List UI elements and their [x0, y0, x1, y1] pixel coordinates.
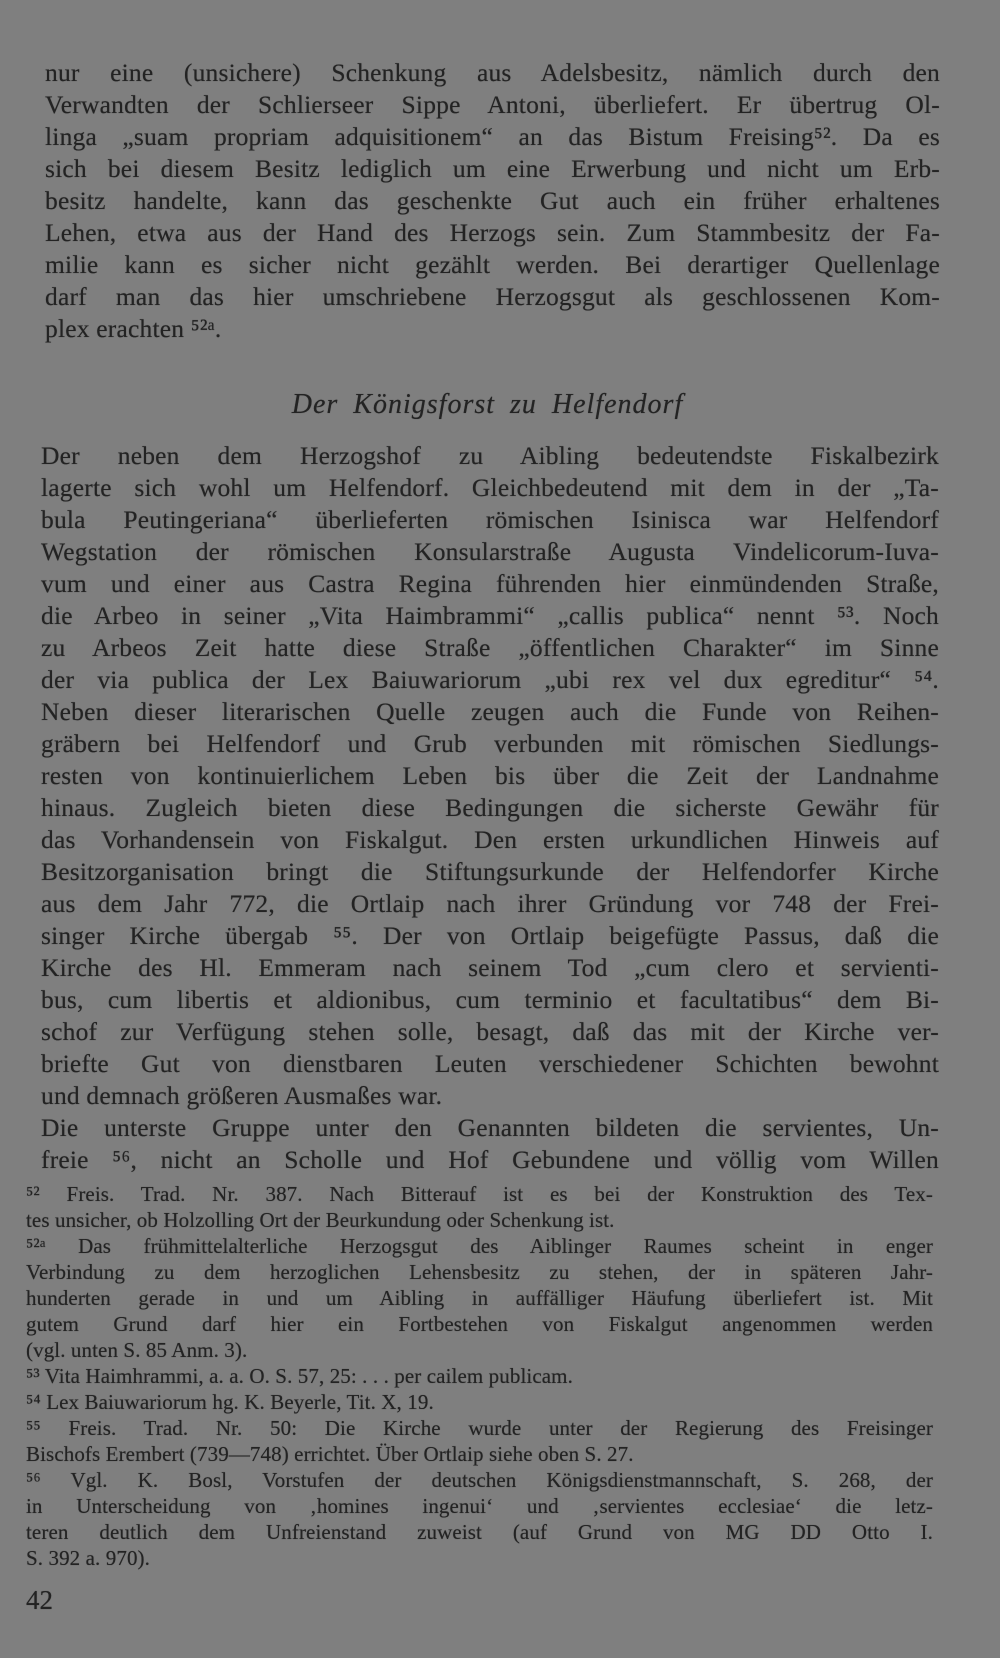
- text-line: milie kann es sicher nicht gezählt werden. Bei derartiger Quellenlage: [45, 250, 940, 279]
- footnote-line: gutem Grund darf hier ein Fortbestehen von Fiskalgut angenommen werden: [26, 1312, 933, 1336]
- text-line: gräbern bei Helfendorf und Grub verbunden mit römischen Siedlungs-: [41, 729, 939, 758]
- text-line: Wegstation der römischen Konsularstraße Augusta Vindelicorum-Iuva-: [41, 537, 939, 566]
- page-number: 42: [26, 1585, 53, 1615]
- text-line: vum und einer aus Castra Regina führenden hier einmündenden Straße,: [41, 569, 939, 598]
- text-line: singer Kirche übergab ⁵⁵. Der von Ortlaip beigefügte Passus, daß die: [41, 921, 939, 950]
- footnote-line: ⁵³ Vita Haimhrammi, a. a. O. S. 57, 25: . . . per cailem publicam.: [26, 1364, 573, 1388]
- footnote-line: (vgl. unten S. 85 Anm. 3).: [26, 1338, 248, 1362]
- text-line: schof zur Verfügung stehen solle, besagt, daß das mit der Kirche ver-: [41, 1017, 939, 1046]
- footnote-line: S. 392 a. 970).: [26, 1546, 150, 1570]
- text-line: nur eine (unsichere) Schenkung aus Adelsbesitz, nämlich durch den: [45, 58, 940, 87]
- text-line: sich bei diesem Besitz lediglich um eine Erwerbung und nicht um Erb-: [45, 154, 940, 183]
- text-line: resten von kontinuierlichem Leben bis über die Zeit der Landnahme: [41, 761, 939, 790]
- text-line: linga „suam propriam adquisitionem“ an das Bistum Freising⁵². Da es: [45, 122, 940, 151]
- footnote-line: hunderten gerade in und um Aibling in auffälliger Häufung überliefert ist. Mit: [26, 1286, 933, 1310]
- text-line: die Arbeo in seiner „Vita Haimbrammi“ „callis publica“ nennt ⁵³. Noch: [41, 601, 939, 630]
- footnote-line: ⁵²ᵃ Das frühmittelalterliche Herzogsgut des Aiblinger Raumes scheint in enger: [26, 1234, 933, 1258]
- text-line: plex erachten ⁵²ᵃ.: [45, 314, 222, 343]
- text-line: besitz handelte, kann das geschenkte Gut auch ein früher erhaltenes: [45, 186, 940, 215]
- footnote-line: Verbindung zu dem herzoglichen Lehensbesitz zu stehen, der in späteren Jahr-: [26, 1260, 933, 1284]
- text-line: hinaus. Zugleich bieten diese Bedingungen die sicherste Gewähr für: [41, 793, 939, 822]
- text-line: Die unterste Gruppe unter den Genannten bildeten die servientes, Un-: [41, 1113, 939, 1142]
- paragraph-main: [41, 440, 939, 1176]
- footnote-line: tes unsicher, ob Holzolling Ort der Beurkundung oder Schenkung ist.: [26, 1208, 615, 1232]
- text-line: der via publica der Lex Baiuwariorum „ubi rex vel dux egreditur“ ⁵⁴.: [41, 665, 939, 694]
- footnote-line: ⁵⁵ Freis. Trad. Nr. 50: Die Kirche wurde unter der Regierung des Freisinger: [26, 1416, 933, 1440]
- text-line: briefte Gut von dienstbaren Leuten verschiedener Schichten bewohnt: [41, 1049, 939, 1078]
- text-line: Verwandten der Schlierseer Sippe Antoni, überliefert. Er übertrug Ol-: [45, 90, 940, 119]
- text-line: Der neben dem Herzogshof zu Aibling bedeutendste Fiskalbezirk: [41, 441, 939, 470]
- paragraph-intro: [45, 57, 940, 345]
- footnote-line: Bischofs Erembert (739—748) errichtet. Über Ortlaip siehe oben S. 27.: [26, 1442, 634, 1466]
- text-line: Kirche des Hl. Emmeram nach seinem Tod „cum clero et servienti-: [41, 953, 939, 982]
- text-line: freie ⁵⁶, nicht an Scholle und Hof Gebundene und völlig vom Willen: [41, 1145, 939, 1174]
- footnotes-section: [26, 1181, 933, 1571]
- footnote-line: in Unterscheidung von ‚homines ingenui‘ und ‚servientes ecclesiae‘ die letz-: [26, 1494, 933, 1518]
- text-line: das Vorhandensein von Fiskalgut. Den ersten urkundlichen Hinweis auf: [41, 825, 939, 854]
- footnote-line: ⁵⁴ Lex Baiuwariorum hg. K. Beyerle, Tit. X, 19.: [26, 1390, 434, 1414]
- footnote-line: ⁵⁶ Vgl. K. Bosl, Vorstufen der deutschen Königsdienstmannschaft, S. 268, der: [26, 1468, 933, 1492]
- text-line: lagerte sich wohl um Helfendorf. Gleichbedeutend mit dem in der „Ta-: [41, 473, 939, 502]
- text-line: Besitzorganisation bringt die Stiftungsurkunde der Helfendorfer Kirche: [41, 857, 939, 886]
- text-line: darf man das hier umschriebene Herzogsgut als geschlossenen Kom-: [45, 282, 940, 311]
- text-line: bus, cum libertis et aldionibus, cum terminio et facultatibus“ dem Bi-: [41, 985, 939, 1014]
- section-heading: Der Königsforst zu Helfendorf: [291, 389, 684, 420]
- text-line: Neben dieser literarischen Quelle zeugen auch die Funde von Reihen-: [41, 697, 939, 726]
- text-line: bula Peutingeriana“ überlieferten römischen Isinisca war Helfendorf: [41, 505, 939, 534]
- text-line: zu Arbeos Zeit hatte diese Straße „öffentlichen Charakter“ im Sinne: [41, 633, 939, 662]
- text-line: aus dem Jahr 772, die Ortlaip nach ihrer Gründung vor 748 der Frei-: [41, 889, 939, 918]
- text-line: Lehen, etwa aus der Hand des Herzogs sein. Zum Stammbesitz der Fa-: [45, 218, 940, 247]
- footnote-line: teren deutlich dem Unfreienstand zuweist (auf Grund von MG DD Otto I.: [26, 1520, 933, 1544]
- footnote-line: ⁵² Freis. Trad. Nr. 387. Nach Bitterauf ist es bei der Konstruktion des Tex-: [26, 1182, 933, 1206]
- text-line: und demnach größeren Ausmaßes war.: [41, 1081, 443, 1110]
- section-heading-wrap: [40, 388, 935, 422]
